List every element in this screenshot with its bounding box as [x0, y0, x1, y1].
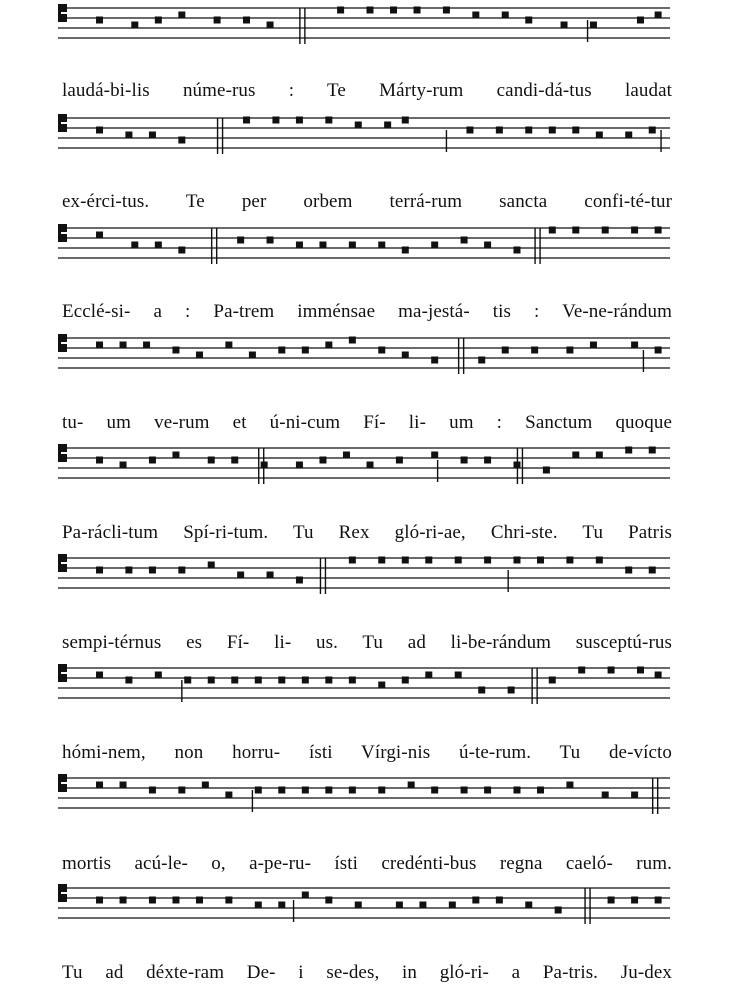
staff — [58, 330, 670, 378]
punctum-note — [325, 897, 332, 904]
lyric-line: Pa-rácli-tum Spí-ri-tum. Tu Rex gló-ri-ae, Chri-ste. Tu Patris — [62, 522, 672, 543]
punctum-note — [631, 227, 638, 234]
punctum-note — [208, 562, 215, 569]
punctum-note — [637, 17, 644, 24]
punctum-note — [143, 342, 150, 349]
punctum-note — [461, 787, 468, 794]
punctum-note — [402, 557, 409, 564]
staff-svg — [58, 770, 670, 818]
punctum-note — [443, 7, 450, 14]
punctum-note — [378, 347, 385, 354]
punctum-note — [525, 902, 532, 909]
punctum-note — [208, 677, 215, 684]
punctum-note — [225, 897, 232, 904]
punctum-note — [367, 7, 374, 14]
punctum-note — [178, 12, 185, 19]
punctum-note — [319, 457, 326, 464]
punctum-note — [525, 127, 532, 134]
punctum-note — [155, 672, 162, 679]
c-clef-icon — [58, 114, 67, 132]
punctum-note — [325, 787, 332, 794]
punctum-note — [472, 12, 479, 19]
punctum-note — [502, 12, 509, 19]
punctum-note — [278, 677, 285, 684]
punctum-note — [531, 347, 538, 354]
punctum-note — [655, 227, 662, 234]
punctum-note — [402, 247, 409, 254]
lyric-line: Ecclé-si- a : Pa-trem imménsae ma-jestá- tis : Ve-ne-rándum — [62, 301, 672, 322]
punctum-note — [149, 567, 156, 574]
punctum-note — [631, 342, 638, 349]
punctum-note — [596, 452, 603, 459]
punctum-note — [131, 22, 138, 29]
punctum-note — [96, 782, 103, 789]
punctum-note — [96, 672, 103, 679]
c-clef-icon — [58, 444, 67, 462]
punctum-note — [237, 572, 244, 579]
punctum-note — [178, 567, 185, 574]
punctum-note — [555, 907, 562, 914]
staff — [58, 770, 670, 818]
punctum-note — [425, 557, 432, 564]
punctum-note — [478, 357, 485, 364]
punctum-note — [649, 447, 656, 454]
punctum-note — [514, 247, 521, 254]
punctum-note — [631, 792, 638, 799]
punctum-note — [237, 237, 244, 244]
punctum-note — [514, 462, 521, 469]
staff — [58, 220, 670, 268]
punctum-note — [125, 132, 132, 139]
punctum-note — [196, 897, 203, 904]
punctum-note — [625, 132, 632, 139]
punctum-note — [396, 902, 403, 909]
punctum-note — [96, 457, 103, 464]
punctum-note — [349, 677, 356, 684]
punctum-note — [625, 567, 632, 574]
punctum-note — [178, 247, 185, 254]
punctum-note — [566, 347, 573, 354]
punctum-note — [125, 567, 132, 574]
punctum-note — [302, 787, 309, 794]
punctum-note — [225, 342, 232, 349]
punctum-note — [566, 782, 573, 789]
punctum-note — [349, 557, 356, 564]
punctum-note — [278, 787, 285, 794]
punctum-note — [608, 897, 615, 904]
punctum-note — [384, 122, 391, 129]
c-clef-icon — [58, 664, 67, 682]
punctum-note — [296, 577, 303, 584]
punctum-note — [578, 667, 585, 674]
punctum-note — [155, 242, 162, 249]
punctum-note — [655, 347, 662, 354]
punctum-note — [96, 897, 103, 904]
staff — [58, 110, 670, 158]
staff — [58, 660, 670, 708]
punctum-note — [325, 117, 332, 124]
punctum-note — [149, 787, 156, 794]
punctum-note — [655, 672, 662, 679]
punctum-note — [302, 347, 309, 354]
punctum-note — [349, 337, 356, 344]
punctum-note — [572, 127, 579, 134]
punctum-note — [355, 902, 362, 909]
punctum-note — [461, 237, 468, 244]
punctum-note — [172, 897, 179, 904]
lyric-line: tu- um ve-rum et ú-ni-cum Fí- li- um : Sanctum quoque — [62, 412, 672, 433]
c-clef-icon — [58, 334, 67, 352]
punctum-note — [149, 132, 156, 139]
punctum-note — [590, 342, 597, 349]
punctum-note — [549, 677, 556, 684]
punctum-note — [449, 902, 456, 909]
punctum-note — [319, 242, 326, 249]
punctum-note — [431, 242, 438, 249]
punctum-note — [249, 352, 256, 359]
punctum-note — [549, 227, 556, 234]
punctum-note — [461, 457, 468, 464]
punctum-note — [537, 557, 544, 564]
staff-svg — [58, 660, 670, 708]
punctum-note — [378, 682, 385, 689]
staff — [58, 880, 670, 928]
lyric-line: laudá-bi-lis núme-rus : Te Márty-rum candi-dá-tus laudat — [62, 80, 672, 101]
punctum-note — [261, 462, 268, 469]
punctum-note — [155, 17, 162, 24]
punctum-note — [596, 132, 603, 139]
staff-svg — [58, 550, 670, 598]
staff-svg — [58, 440, 670, 488]
punctum-note — [172, 452, 179, 459]
punctum-note — [278, 902, 285, 909]
punctum-note — [296, 242, 303, 249]
c-clef-icon — [58, 4, 67, 22]
punctum-note — [602, 792, 609, 799]
staff-svg — [58, 0, 670, 48]
punctum-note — [172, 347, 179, 354]
punctum-note — [96, 567, 103, 574]
punctum-note — [496, 897, 503, 904]
punctum-note — [378, 242, 385, 249]
punctum-note — [496, 127, 503, 134]
punctum-note — [566, 557, 573, 564]
punctum-note — [96, 342, 103, 349]
punctum-note — [602, 227, 609, 234]
staff — [58, 0, 670, 48]
punctum-note — [96, 232, 103, 239]
punctum-note — [96, 127, 103, 134]
punctum-note — [455, 672, 462, 679]
staff-svg — [58, 220, 670, 268]
punctum-note — [120, 342, 127, 349]
punctum-note — [655, 12, 662, 19]
staff-svg — [58, 330, 670, 378]
punctum-note — [349, 242, 356, 249]
staff — [58, 550, 670, 598]
punctum-note — [349, 787, 356, 794]
punctum-note — [537, 787, 544, 794]
punctum-note — [455, 557, 462, 564]
punctum-note — [149, 457, 156, 464]
punctum-note — [472, 897, 479, 904]
lyric-line: sempi-térnus es Fí- li- us. Tu ad li-be-rándum susceptú-rus — [62, 632, 672, 653]
punctum-note — [402, 677, 409, 684]
punctum-note — [296, 462, 303, 469]
punctum-note — [637, 667, 644, 674]
punctum-note — [367, 462, 374, 469]
punctum-note — [325, 677, 332, 684]
punctum-note — [508, 687, 515, 694]
lyric-line: mortis acú-le- o, a-pe-ru- ísti credénti-bus regna caeló- rum. — [62, 853, 672, 874]
punctum-note — [120, 897, 127, 904]
punctum-note — [431, 787, 438, 794]
punctum-note — [478, 687, 485, 694]
punctum-note — [149, 897, 156, 904]
punctum-note — [414, 7, 421, 14]
punctum-note — [243, 17, 250, 24]
punctum-note — [378, 557, 385, 564]
punctum-note — [431, 452, 438, 459]
punctum-note — [337, 7, 344, 14]
punctum-note — [590, 22, 597, 29]
c-clef-icon — [58, 774, 67, 792]
punctum-note — [608, 667, 615, 674]
punctum-note — [572, 227, 579, 234]
punctum-note — [255, 677, 262, 684]
punctum-note — [131, 242, 138, 249]
lyric-line: ex-érci-tus. Te per orbem terrá-rum sancta confi-té-tur — [62, 191, 672, 212]
punctum-note — [572, 452, 579, 459]
punctum-note — [378, 787, 385, 794]
punctum-note — [208, 457, 215, 464]
punctum-note — [514, 787, 521, 794]
punctum-note — [255, 787, 262, 794]
punctum-note — [178, 137, 185, 144]
punctum-note — [649, 127, 656, 134]
staff-svg — [58, 880, 670, 928]
punctum-note — [514, 557, 521, 564]
c-clef-icon — [58, 224, 67, 242]
punctum-note — [231, 677, 238, 684]
punctum-note — [267, 22, 274, 29]
punctum-note — [196, 352, 203, 359]
punctum-note — [225, 792, 232, 799]
punctum-note — [202, 782, 209, 789]
lyric-line: Tu ad déxte-ram De- i se-des, in gló-ri- a Pa-tris. Ju-dex — [62, 962, 672, 983]
punctum-note — [184, 677, 191, 684]
punctum-note — [655, 897, 662, 904]
punctum-note — [425, 672, 432, 679]
punctum-note — [561, 22, 568, 29]
punctum-note — [325, 342, 332, 349]
c-clef-icon — [58, 554, 67, 572]
punctum-note — [484, 242, 491, 249]
lyric-line: hómi-nem, non horru- ísti Vírgi-nis ú-te-rum. Tu de-vícto — [62, 742, 672, 763]
punctum-note — [484, 457, 491, 464]
staff — [58, 440, 670, 488]
punctum-note — [343, 452, 350, 459]
punctum-note — [625, 447, 632, 454]
punctum-note — [255, 902, 262, 909]
punctum-note — [267, 572, 274, 579]
punctum-note — [649, 567, 656, 574]
punctum-note — [120, 782, 127, 789]
punctum-note — [484, 557, 491, 564]
punctum-note — [302, 677, 309, 684]
punctum-note — [596, 557, 603, 564]
punctum-note — [466, 127, 473, 134]
punctum-note — [408, 782, 415, 789]
punctum-note — [296, 117, 303, 124]
punctum-note — [525, 17, 532, 24]
punctum-note — [402, 352, 409, 359]
punctum-note — [543, 467, 550, 474]
punctum-note — [214, 17, 221, 24]
punctum-note — [631, 897, 638, 904]
punctum-note — [302, 892, 309, 899]
punctum-note — [419, 902, 426, 909]
punctum-note — [96, 17, 103, 24]
punctum-note — [243, 117, 250, 124]
punctum-note — [502, 347, 509, 354]
punctum-note — [178, 787, 185, 794]
staff-svg — [58, 110, 670, 158]
punctum-note — [120, 462, 127, 469]
punctum-note — [402, 117, 409, 124]
punctum-note — [272, 117, 279, 124]
punctum-note — [484, 787, 491, 794]
punctum-note — [125, 677, 132, 684]
punctum-note — [278, 347, 285, 354]
punctum-note — [355, 122, 362, 129]
punctum-note — [390, 7, 397, 14]
punctum-note — [267, 237, 274, 244]
c-clef-icon — [58, 884, 67, 902]
punctum-note — [549, 127, 556, 134]
punctum-note — [396, 457, 403, 464]
punctum-note — [431, 357, 438, 364]
punctum-note — [231, 457, 238, 464]
